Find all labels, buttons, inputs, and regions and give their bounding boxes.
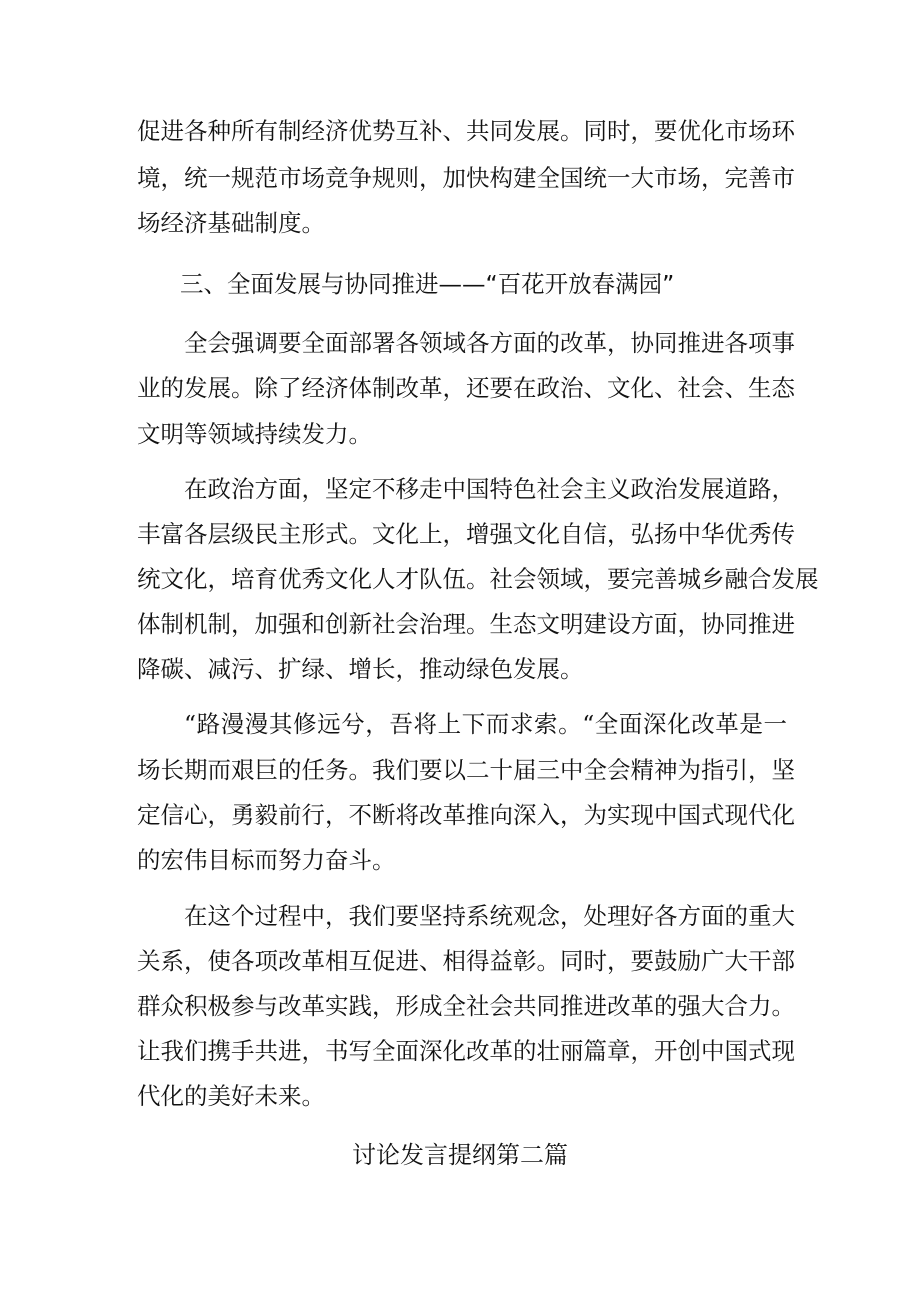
paragraph-line: 文明等领域持续发力。 <box>137 420 372 448</box>
paragraph-line: 场经济基础制度。 <box>137 209 325 237</box>
paragraph-line: 业的发展。除了经济体制改革，还要在政治、文化、社会、生态 <box>137 374 795 402</box>
paragraph-line: 场长期而艰巨的任务。我们要以二十届三中全会精神为指引，坚 <box>137 756 795 784</box>
article-title: 讨论发言提纲第二篇 <box>352 1141 568 1169</box>
paragraph-line: 体制机制，加强和创新社会治理。生态文明建设方面，协同推进 <box>137 610 795 638</box>
paragraph-line: 境，统一规范市场竞争规则，加快构建全国统一大市场，完善市 <box>137 164 795 192</box>
paragraph-line: 让我们携手共进，书写全面深化改革的壮丽篇章，开创中国式现 <box>137 1037 795 1065</box>
paragraph-line: 在这个过程中，我们要坚持系统观念，处理好各方面的重大 <box>184 902 795 930</box>
paragraph-line: 统文化，培育优秀文化人才队伍。社会领域，要完善城乡融合发展 <box>137 565 819 593</box>
paragraph-line: 的宏伟目标而努力奋斗。 <box>137 846 396 874</box>
paragraph-line: 降碳、减污、扩绿、增长，推动绿色发展。 <box>137 655 584 683</box>
paragraph-line: 在政治方面，坚定不移走中国特色社会主义政治发展道路， <box>184 475 795 503</box>
paragraph-line: 全会强调要全面部署各领域各方面的改革，协同推进各项事 <box>184 329 795 357</box>
paragraph-line: 丰富各层级民主形式。文化上，增强文化自信，弘扬中华优秀传 <box>137 520 795 548</box>
paragraph-line: 定信心，勇毅前行，不断将改革推向深入，为实现中国式现代化 <box>137 801 795 829</box>
paragraph-line: 群众积极参与改革实践，形成全社会共同推进改革的强大合力。 <box>137 992 795 1020</box>
paragraph-line: 关系，使各项改革相互促进、相得益彰。同时，要鼓励广大干部 <box>137 947 795 975</box>
paragraph-line: 促进各种所有制经济优势互补、共同发展。同时，要优化市场环 <box>137 117 795 145</box>
paragraph-line: “路漫漫其修远兮，吾将上下而求索。“全面深化改革是一 <box>184 710 787 738</box>
section-heading: 三、全面发展与协同推进——“百花开放春满园” <box>180 270 675 298</box>
paragraph-line: 代化的美好未来。 <box>137 1082 325 1110</box>
